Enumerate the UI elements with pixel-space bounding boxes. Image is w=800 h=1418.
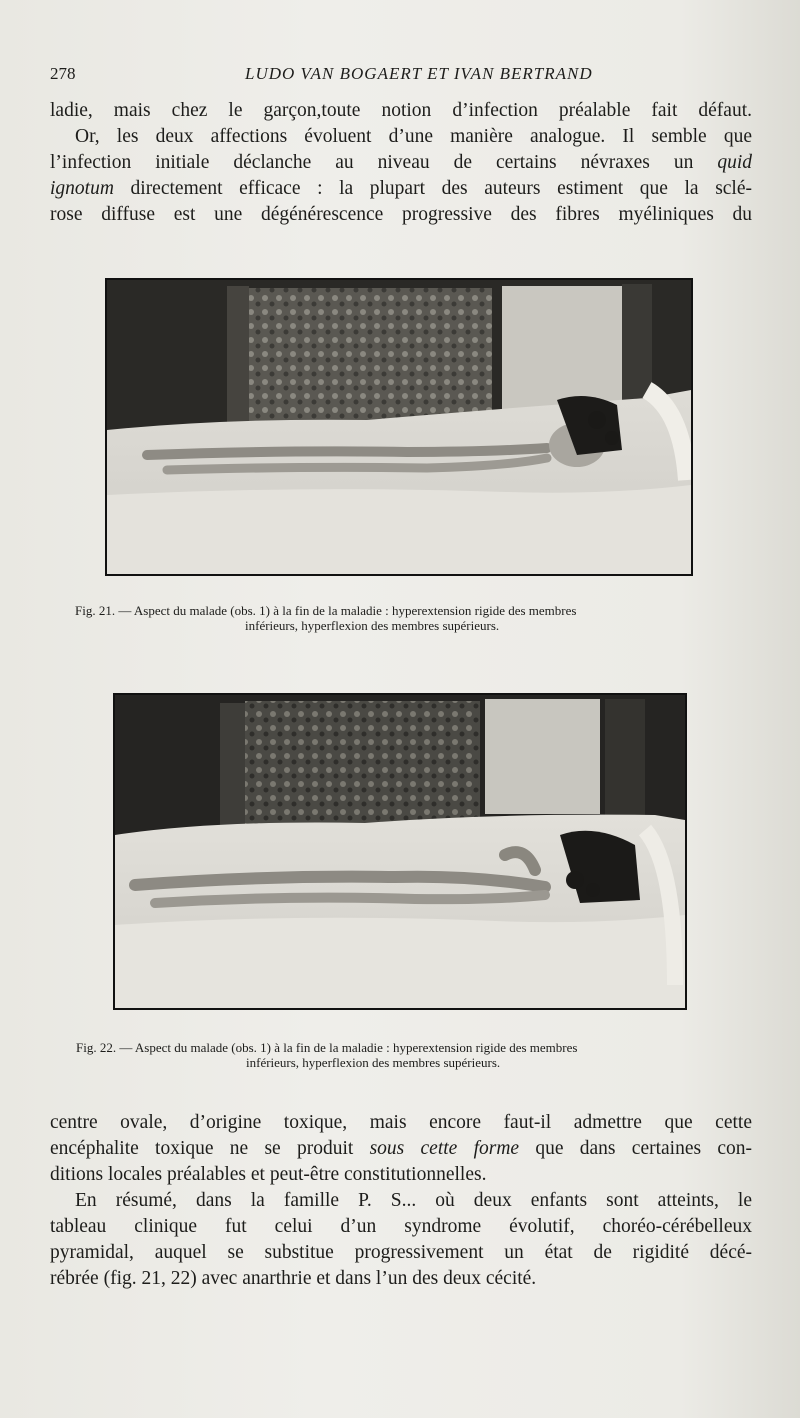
body-line [50,176,752,202]
body-line: rose diffuse est une dégénérescence progressive des fibres myéliniques du [50,204,752,225]
page-header [50,64,750,88]
body-line-text: directement efficace : la plupart des auteurs estiment que la sclé- [113,178,752,199]
body-line-text: encéphalite toxique ne se produit [50,1138,370,1159]
italic-term: ignotum [50,178,114,199]
body-line: ladie, mais chez le garçon,toute notion d’infection préalable fait défaut. [50,100,752,121]
body-line [50,1136,752,1162]
italic-term: sous cette forme [369,1138,520,1159]
figure-22-caption [76,1040,736,1070]
body-paragraph-bottom [50,1110,752,1292]
figure-22-photo [113,693,687,1010]
body-paragraph-top [50,98,752,228]
running-title: LUDO VAN BOGAERT ET IVAN BERTRAND [245,64,593,83]
body-line: centre ovale, d’origine toxique, mais encore faut-il admettre que cette [50,1112,752,1133]
body-line-text: l’infection initiale déclanche au niveau de certains névraxes un [50,152,718,173]
caption-text: inférieurs, hyperflexion des membres supérieurs. [246,1055,501,1070]
caption-text: inférieurs, hyperflexion des membres supérieurs. [245,618,500,633]
italic-term: quid [717,152,752,173]
body-line: En résumé, dans la famille P. S... où deux enfants sont atteints, le [75,1190,752,1211]
body-line: ditions locales préalables et peut-être constitutionnelles. [50,1164,487,1185]
body-line: tableau clinique fut celui d’un syndrome évolutif, choréo-cérébelleux [50,1216,752,1237]
page-number: 278 [50,64,76,83]
body-line: rébrée (fig. 21, 22) avec anarthrie et dans l’un des deux cécité. [50,1268,537,1289]
body-line: pyramidal, auquel se substitue progressivement un état de rigidité décé- [50,1242,752,1263]
body-line: Or, les deux affections évoluent d’une manière analogue. Il semble que [75,126,752,147]
photo-patient-bed-22 [115,695,685,1008]
figure-label: Fig. 22. [76,1040,117,1055]
photo-patient-bed-21 [107,280,691,574]
figure-21-photo [105,278,693,576]
body-line-text: que dans certaines con- [519,1138,752,1159]
figure-21-caption [75,603,735,633]
body-line [50,150,752,176]
caption-text: — Aspect du malade (obs. 1) à la fin de la maladie : hyperextension rigide des membres [115,603,577,618]
figure-label: Fig. 21. [75,603,116,618]
caption-text: — Aspect du malade (obs. 1) à la fin de la maladie : hyperextension rigide des membres [116,1040,578,1055]
